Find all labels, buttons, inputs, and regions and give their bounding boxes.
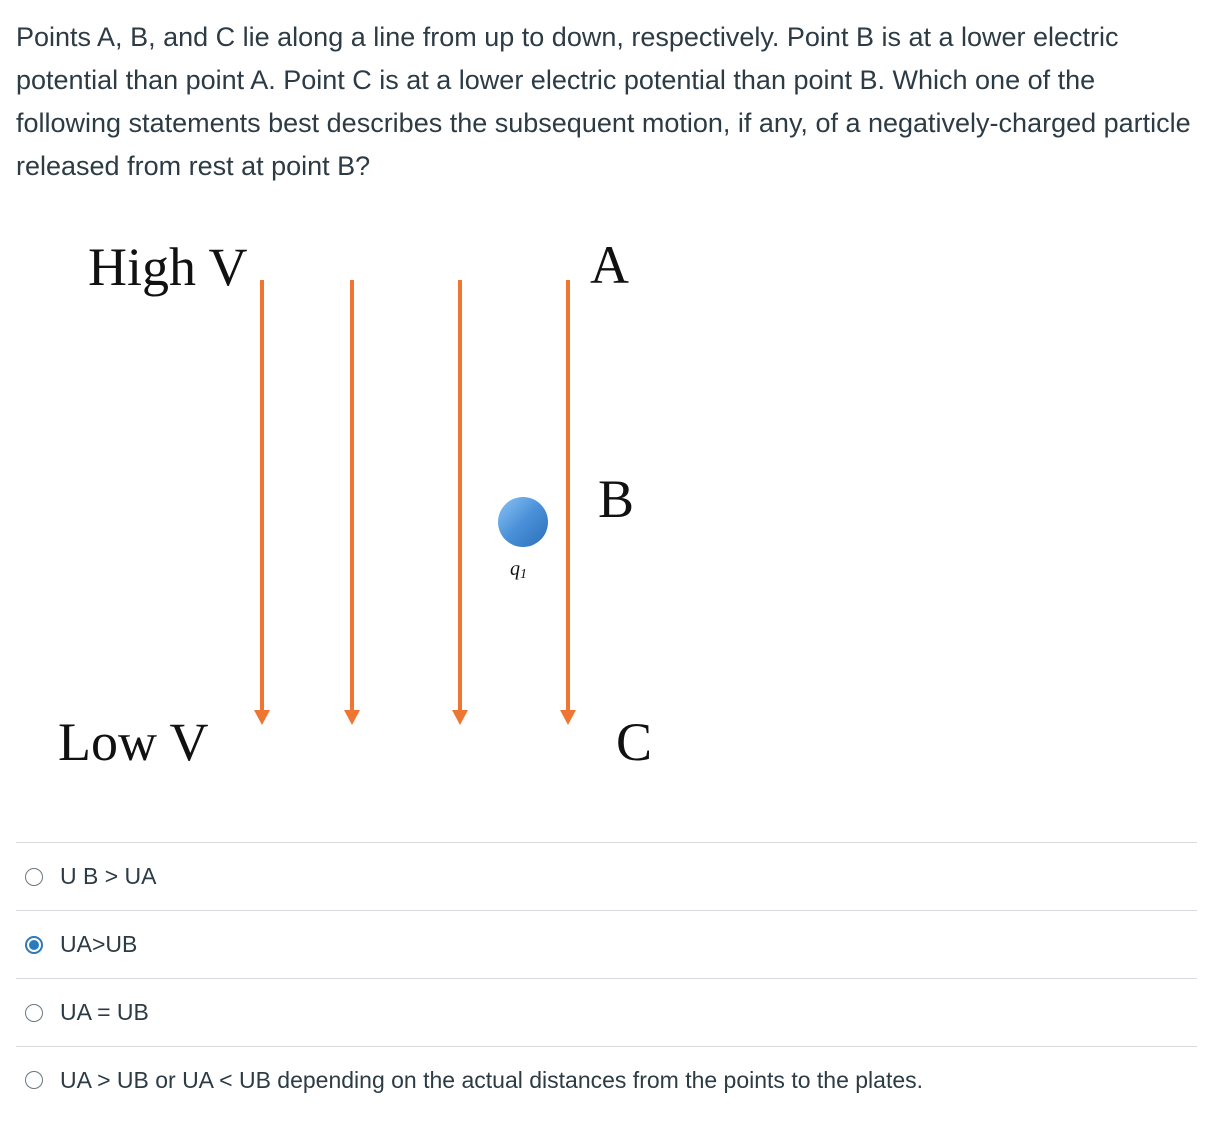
answer-option-1[interactable] <box>16 842 1197 910</box>
point-b-label: B <box>598 469 635 529</box>
point-a-label: A <box>590 235 629 295</box>
field-line-1 <box>254 280 270 725</box>
answer-option-3[interactable] <box>16 978 1197 1046</box>
electric-field-figure <box>0 215 1220 785</box>
charge-particle <box>498 497 548 547</box>
answer-label: UA > UB or UA < UB depending on the actual distances from the points to the plates. <box>60 1066 924 1093</box>
answer-option-2[interactable] <box>16 910 1197 978</box>
point-c-label: C <box>616 712 653 772</box>
radio-button[interactable] <box>25 1071 43 1089</box>
answer-list <box>16 842 1197 1113</box>
radio-button[interactable] <box>25 868 43 886</box>
answer-label: U B > UA <box>60 863 157 889</box>
charge-label: q1 <box>510 558 527 582</box>
answer-option-4[interactable] <box>16 1046 1197 1113</box>
radio-button[interactable] <box>25 1004 43 1022</box>
field-diagram <box>0 215 1220 785</box>
field-line-3 <box>452 280 468 725</box>
answer-label: UA>UB <box>60 931 138 957</box>
question-text: Points A, B, and C lie along a line from up to down, respectively. Point B is at a lower electric potential than point A. Point C is at a lower electric potential than point B. Which one of the following statements best describes the subsequent motion, if any, of a negatively-charged particle released from rest at point B? <box>16 22 1191 181</box>
high-voltage-label: High V <box>88 237 248 297</box>
low-voltage-label: Low V <box>58 712 209 772</box>
radio-button-selected[interactable] <box>25 936 43 954</box>
field-line-2 <box>344 280 360 725</box>
field-line-4 <box>560 280 576 725</box>
answer-label: UA = UB <box>60 999 149 1025</box>
